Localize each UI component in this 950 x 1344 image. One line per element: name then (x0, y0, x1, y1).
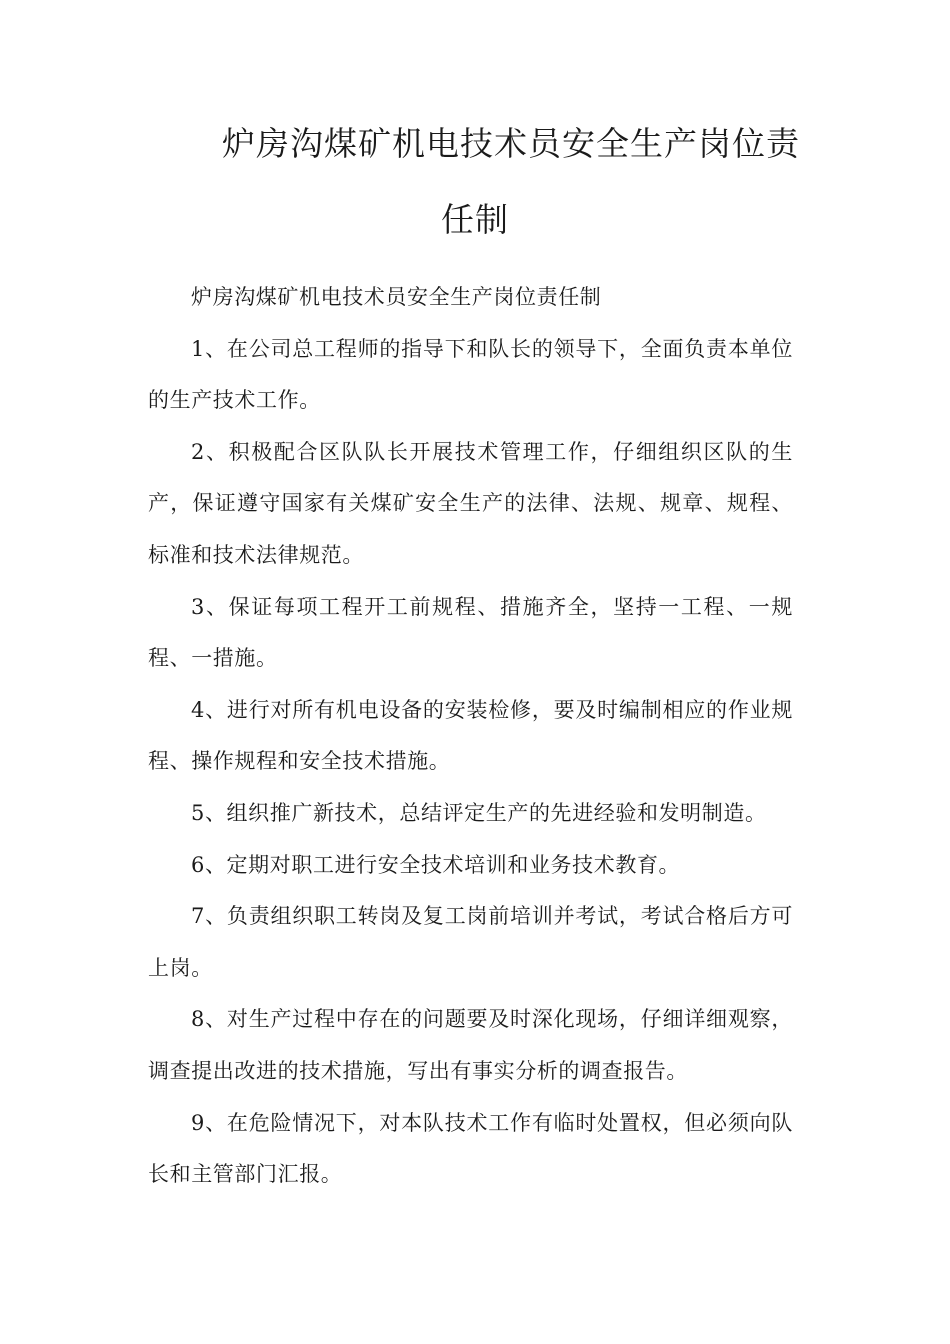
paragraph-4: 4、进行对所有机电设备的安装检修，要及时编制相应的作业规程、操作规程和安全技术措施。 (148, 697, 793, 774)
paragraph-6: 6、定期对职工进行安全技术培训和业务技术教育。 (191, 852, 681, 877)
paragraph-7: 7、负责组织职工转岗及复工岗前培训并考试，考试合格后方可上岗。 (148, 904, 793, 980)
document-title-line-1: 炉房沟煤矿机电技术员安全生产岗位责 (222, 124, 800, 163)
document-body (148, 272, 793, 1201)
paragraph-5: 5、组织推广新技术，总结评定生产的先进经验和发明制造。 (191, 800, 767, 825)
paragraph-2: 2、积极配合区队队长开展技术管理工作，仔细组织区队的生产，保证遵守国家有关煤矿安全生产的法律、法规、规章、规程、标准和技术法律规范。 (148, 439, 793, 567)
paragraph-1: 1、在公司总工程师的指导下和队长的领导下，全面负责本单位的生产技术工作。 (148, 336, 793, 413)
paragraph-9: 9、在危险情况下，对本队技术工作有临时处置权，但必须向队长和主管部门汇报。 (148, 1110, 793, 1187)
document-title-line-2: 任制 (441, 200, 509, 239)
document-subtitle: 炉房沟煤矿机电技术员安全生产岗位责任制 (191, 285, 602, 309)
paragraph-8: 8、对生产过程中存在的问题要及时深化现场，仔细详细观察，调查提出改进的技术措施，写出有事实分析的调查报告。 (148, 1007, 793, 1083)
paragraph-3: 3、保证每项工程开工前规程、措施齐全，坚持一工程、一规程、一措施。 (148, 594, 793, 671)
